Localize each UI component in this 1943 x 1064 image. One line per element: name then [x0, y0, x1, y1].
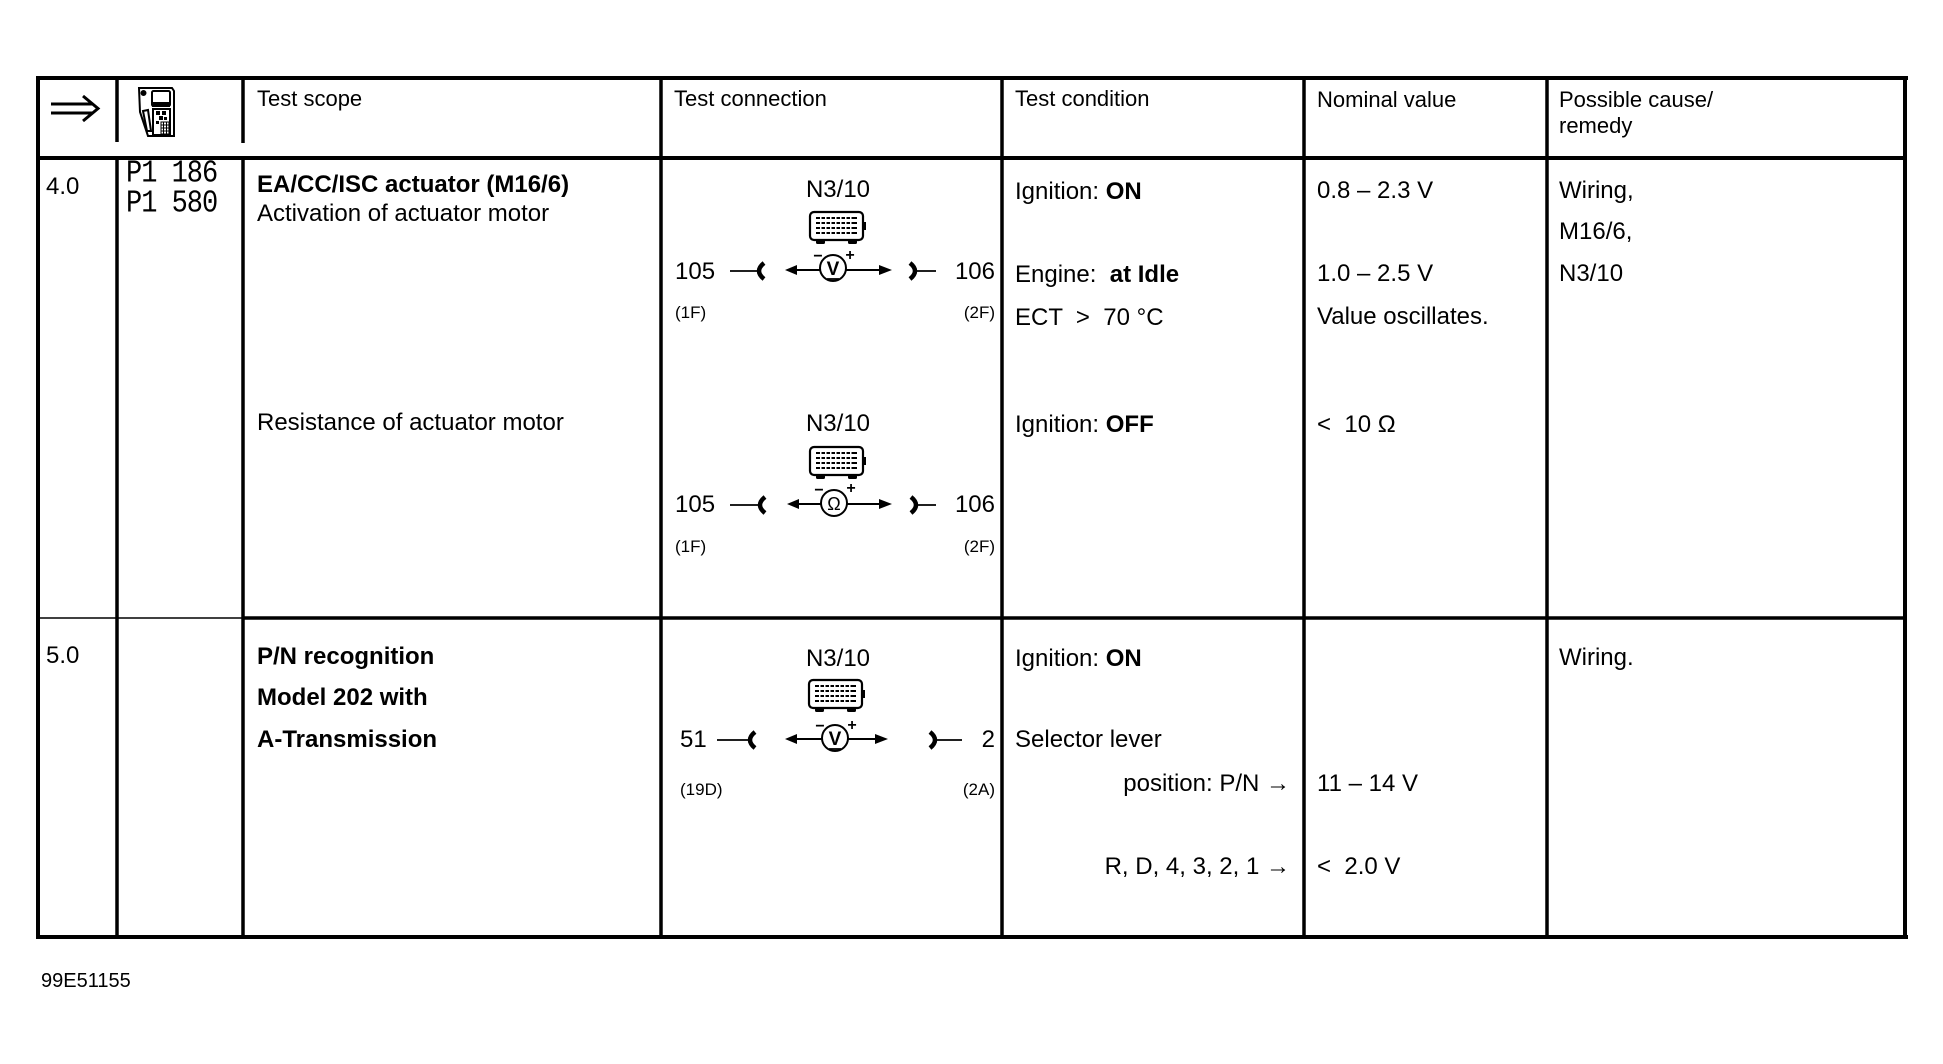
fault-code: P1 186	[126, 156, 218, 193]
plus-sign: +	[847, 717, 857, 734]
probe-arrow-left	[785, 265, 820, 275]
condition-value: OFF	[1105, 411, 1154, 438]
plus-sign: +	[846, 480, 856, 497]
connector-label: N3/10	[805, 176, 871, 203]
header-possible-cause-remedy: remedy	[1559, 113, 1633, 138]
pin-right-sub: (2F)	[963, 303, 995, 322]
pin-right: 106	[954, 491, 995, 518]
lead-right	[911, 497, 936, 513]
header-test-condition: Test condition	[1015, 86, 1150, 111]
connection-diagram-resistance	[730, 447, 936, 516]
header-test-connection: Test connection	[674, 86, 827, 111]
pin-left-sub: (1F)	[675, 537, 707, 556]
condition-position-pn: position: P/N →	[1123, 770, 1290, 797]
voltmeter-icon	[815, 717, 856, 751]
condition-label: Ignition:	[1015, 411, 1106, 438]
condition-engine	[1015, 263, 1179, 287]
step-number: 5.0	[46, 642, 80, 669]
header-possible-cause: Possible cause/	[1559, 87, 1714, 112]
minus-sign: −	[813, 248, 823, 265]
condition-label: Ignition:	[1015, 645, 1106, 672]
pin-right-sub: (2F)	[963, 537, 995, 556]
test-scope-title: EA/CC/ISC actuator (M16/6)	[257, 171, 570, 198]
pin-left: 51	[680, 726, 707, 753]
condition-label: Ignition:	[1015, 178, 1106, 205]
fault-code: P1 580	[126, 186, 218, 223]
probe-arrow-right	[848, 734, 888, 744]
pin-right-sub: (2A)	[962, 780, 995, 799]
test-scope-resistance: Resistance of actuator motor	[257, 409, 564, 436]
header-nominal-value: Nominal value	[1317, 87, 1457, 112]
condition-value: ON	[1105, 178, 1142, 205]
lead-right	[910, 263, 936, 279]
voltmeter-icon	[813, 247, 854, 281]
test-scope-title: P/N recognition	[257, 643, 435, 670]
condition-label: Engine:	[1015, 261, 1110, 288]
possible-cause: Wiring,	[1559, 177, 1634, 204]
nominal-value: < 2.0 V	[1317, 853, 1401, 880]
connector-icon	[810, 447, 866, 479]
lead-left	[717, 732, 755, 748]
nominal-value: 0.8 – 2.3 V	[1317, 177, 1434, 204]
probe-arrow-right	[847, 499, 892, 509]
nominal-value: < 10 Ω	[1317, 411, 1396, 438]
condition-ect: ECT > 70 °C	[1015, 304, 1164, 331]
condition-value: at Idle	[1109, 261, 1180, 288]
connector-label: N3/10	[805, 410, 871, 437]
possible-cause: N3/10	[1559, 260, 1624, 287]
condition-ignition-off	[1015, 413, 1154, 437]
connection-diagram-activation	[730, 212, 936, 281]
svg-text:Ω: Ω	[827, 494, 841, 514]
nominal-value: 11 – 14 V	[1317, 770, 1418, 797]
svg-text:V: V	[828, 729, 842, 750]
connection-diagram-pn	[717, 680, 962, 751]
nominal-note: Value oscillates.	[1317, 303, 1489, 330]
svg-text:V: V	[826, 259, 840, 280]
pin-right: 106	[954, 258, 995, 285]
step-number: 4.0	[46, 173, 80, 200]
pin-left-sub: (19D)	[680, 780, 723, 799]
header-test-scope: Test scope	[257, 86, 363, 111]
probe-arrow-left	[785, 734, 822, 744]
condition-value: ON	[1105, 645, 1142, 672]
handheld-tester-icon	[139, 88, 174, 136]
pin-left: 105	[675, 491, 716, 518]
condition-selector-lever: Selector lever	[1015, 726, 1162, 753]
connector-icon	[809, 680, 865, 712]
lead-left	[730, 263, 764, 279]
possible-cause: M16/6,	[1559, 218, 1633, 245]
connector-icon	[810, 212, 866, 244]
probe-arrow-right	[846, 265, 892, 275]
minus-sign: −	[814, 482, 824, 499]
probe-arrow-left	[787, 499, 821, 509]
lead-left	[730, 497, 765, 513]
test-scope-activation: Activation of actuator motor	[257, 200, 550, 227]
connector-label: N3/10	[805, 645, 871, 672]
test-scope-title: Model 202 with	[257, 684, 428, 711]
nominal-value: 1.0 – 2.5 V	[1317, 260, 1434, 287]
condition-ignition-on	[1015, 647, 1142, 671]
condition-ignition-on	[1015, 180, 1142, 204]
double-arrow-right-icon	[51, 96, 98, 121]
pin-left: 105	[675, 258, 716, 285]
test-scope-title: A-Transmission	[257, 726, 438, 753]
pin-left-sub: (1F)	[675, 303, 707, 322]
minus-sign: −	[815, 718, 825, 735]
plus-sign: +	[845, 247, 855, 264]
figure-id: 99E51155	[41, 970, 131, 992]
ohmmeter-icon	[814, 480, 855, 516]
condition-position-other: R, D, 4, 3, 2, 1 →	[1104, 853, 1290, 880]
pin-right: 2	[981, 726, 995, 753]
possible-cause: Wiring.	[1559, 644, 1634, 671]
